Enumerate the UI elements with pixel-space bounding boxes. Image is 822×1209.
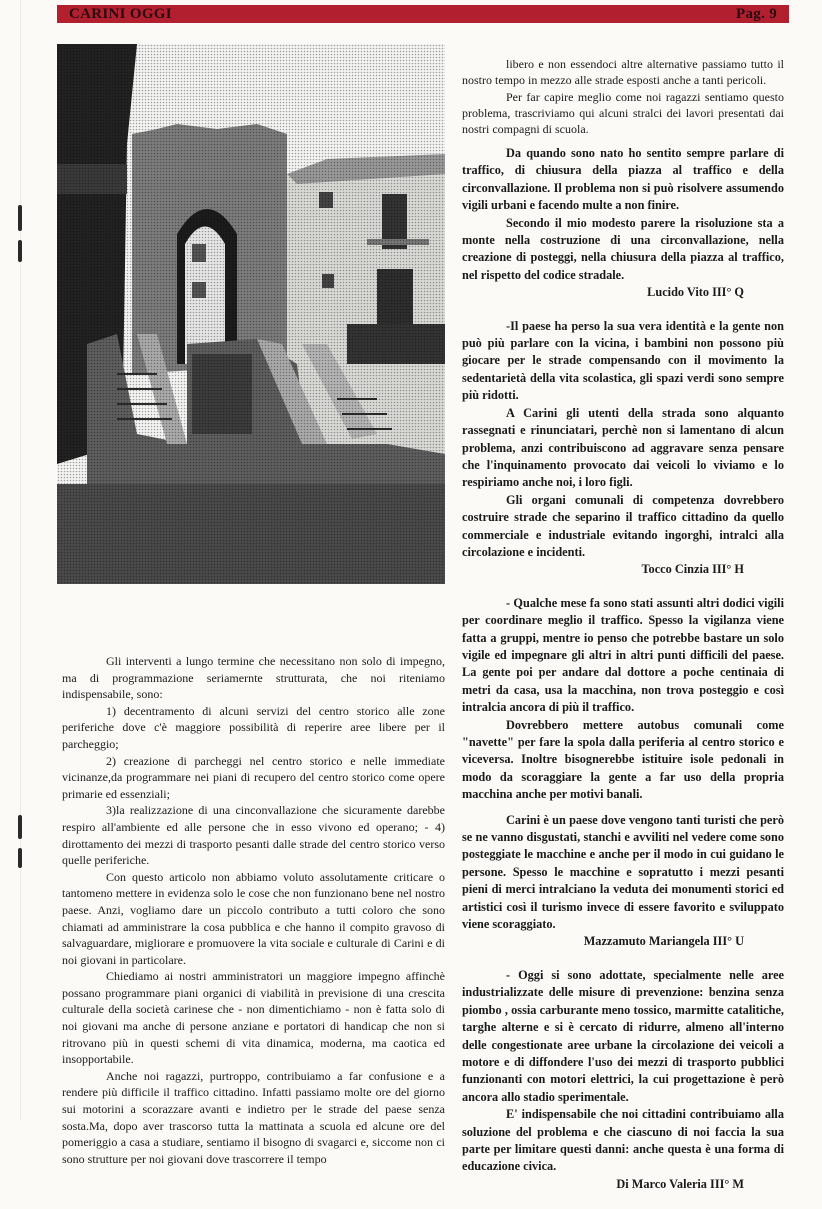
article-left-column — [62, 653, 445, 1167]
photo-illustration — [57, 44, 445, 584]
page-number: Pag. 9 — [736, 5, 777, 22]
paragraph: Da quando sono nato ho sentito sempre parlare di traffico, di chiusura della piazza al traffico e della circonvallazione. Il problema non si può risolvere assumendo vigili urbani e facendo multe a non finire. — [462, 146, 784, 213]
paragraph: -Il paese ha perso la sua vera identità e la gente non può più parlare con la vicina, i bambini non possono più giocare per le strade compensando con il movimento la sedentarietà della vita scolastica, gli spazi verdi sono sempre più ridotti. — [462, 318, 784, 403]
paragraph: 2) creazione di parcheggi nel centro storico e nelle immediate vicinanze,da programmare nei piani di recupero del centro storico come opere primarie ed essenziali; — [62, 753, 445, 801]
publication-title: CARINI OGGI — [69, 5, 172, 22]
staple-mark — [18, 205, 22, 231]
paragraph: Dovrebbero mettere autobus comunali come "navette" per fare la spola dalla periferia al centro storico e viceversa. Inoltre bisognerebbe istituire isole pedonali in modo da scoraggiare la gente a far uso della propria macchina anche per motivi banali. — [462, 717, 784, 802]
paragraph: Carini è un paese dove vengono tanti turisti che però se ne vanno disgustati, stanchi e avviliti nel vedere come sono posteggiate le macchine e anche per il modo in cui guidano le persone. Spesso le macchine e sopratutto i mezzi pesanti pieni di merci intralciano la veduta dei monumenti storici ed artistici così il turismo invece di essere favorito e sviluppato viene scoraggiato. — [462, 812, 784, 932]
paragraph: E' indispensabile che noi cittadini contribuiamo alla soluzione del problema e che ciascuno di noi faccia la sua parte per limitare questi danni: anche questa è una forma di educazione civica. — [462, 1107, 784, 1174]
staple-mark — [18, 815, 22, 839]
page-gutter — [20, 0, 21, 1120]
paragraph: libero e non essendoci altre alternative passiamo tutto il nostro tempo in mezzo alle strade esposti anche a tanti pericoli. — [462, 57, 784, 88]
paragraph: - Oggi si sono adottate, specialmente nelle aree industrializzate delle misure di prevenzione: benzina senza piombo , ossia carburante meno tossico, marmitte catalitiche, targhe alterne e si è cercato di ridurre, almeno all'interno delle congestionate aree urbane la circolazione dei veicoli a motore e di diffondere l'uso dei mezzi di trasporto pubblici funzionanti con motori elettrici, la cui progettazione è però ancora allo stadio sperimentale. — [462, 967, 784, 1104]
contribution-di-marco-valeria — [462, 967, 784, 1193]
paragraph: 1) decentramento di alcuni servizi del centro storico alle zone periferiche dove c'è maggiore possibilità di reperire aree libere per il parcheggio; — [62, 703, 445, 751]
author-signature: Lucido Vito III° Q — [647, 285, 744, 300]
article-right-intro — [462, 56, 784, 137]
staple-mark — [18, 848, 22, 868]
page-header — [57, 5, 789, 23]
author-signature: Di Marco Valeria III° M — [616, 1176, 744, 1191]
spacer — [462, 804, 784, 812]
contribution-lucido-vito — [462, 145, 784, 302]
paragraph: Con questo articolo non abbiamo voluto assolutamente criticare o tantomeno mettere in evidenza solo le cose che non funzionano bene nel nostro paese. Anzi, vogliamo dare un piccolo contributo a tutti coloro che sono chiamati ad amministrare la cosa pubblica e che hanno il compito gravoso di salvaguardare, migliorare e promuovere la vita sociale e culturale di Carini e di noi giovani in particolare. — [62, 869, 445, 967]
author-signature: Mazzamuto Mariangela III° U — [583, 934, 744, 949]
paragraph: Gli interventi a lungo termine che necessitano non solo di impegno, ma di programmazione seriamernte strutturata, che noi riteniamo indispensabile, sono: — [62, 654, 445, 702]
paragraph: Anche noi ragazzi, purtroppo, contribuiamo a far confusione e a rendere più difficile il traffico cittadino. Infatti passiamo molte ore del giorno sui motorini a scorazzare avanti e indietro per le strade del paese senza sosta.Ma, dopo aver trascorso tutta la mattinata a scuola ed alcune ore del pomeriggio a casa a studiare, sentiamo il bisogno di svagarci e, siccome non ci sono strutture per noi giovani dove trascorrere il tempo — [62, 1068, 445, 1166]
author-signature: Tocco Cinzia III° H — [641, 562, 744, 577]
paragraph: A Carini gli utenti della strada sono alquanto rassegnati e rinunciatari, perchè non si lamentano di alcun problema, anzi contribuiscono ad aggravare senza pensare che l'inquinamento provocato dai veicoli lo viviamo e lo respiriamo anche noi, i loro figli. — [462, 405, 784, 490]
paragraph: Gli organi comunali di competenza dovrebbero costruire strade che separino il traffico cittadino da quello commerciale e industriale evitando ingorghi, intralci alla circolazione e incidenti. — [462, 492, 784, 559]
paragraph: Chiediamo ai nostri amministratori un maggiore impegno affinchè possano programmare piani organici di viabilità in previsione di una crescita culturale della società carinese che - non dimentichiamo - non è fatta solo di noi giovani ma anche di persone anziane e portatori di handicap che non si ritrovano più in questi schemi di vita dinamica, moderna, ma caotica ed insopportabile. — [62, 969, 445, 1067]
contribution-tocco-cinzia — [462, 318, 784, 579]
paragraph: Secondo il mio modesto parere la risoluzione sta a monte nella costruzione di una circonvallazione, nella creazione di posteggi, nella chiusura della piazza al traffico, nel rispetto del codice stradale. — [462, 215, 784, 282]
paragraph: - Qualche mese fa sono stati assunti altri dodici vigili per coordinare meglio il traffico. Spesso la vigilanza viene fatta a gruppi, mentre io penso che potrebbe bastare un solo vigile ed impegnare gli altri in altri punti difficili del paese. La gente poi per andare dal dottore a poche centinaia di metri da casa, usa la macchina, non trova posteggio e così intralcia ancora di più il traffico. — [462, 595, 784, 715]
town-gate-photo — [57, 44, 445, 584]
paragraph: Per far capire meglio come noi ragazzi sentiamo questo problema, trascriviamo qui alcuni stralci dei lavori presentati dai nostri compagni di scuola. — [462, 89, 784, 137]
staple-mark — [18, 240, 22, 262]
contribution-mazzamuto-mariangela — [462, 595, 784, 951]
student-contributions — [462, 145, 784, 1209]
paragraph: 3)la realizzazione di una cinconvallazione che sicuramente darebbe respiro all'ambiente ed alle persone che in esso vivono ed operano; - 4) dirottamento dei mezzi di trasporto pesanti dalle strade del centro storico verso quelle periferiche. — [62, 803, 445, 868]
